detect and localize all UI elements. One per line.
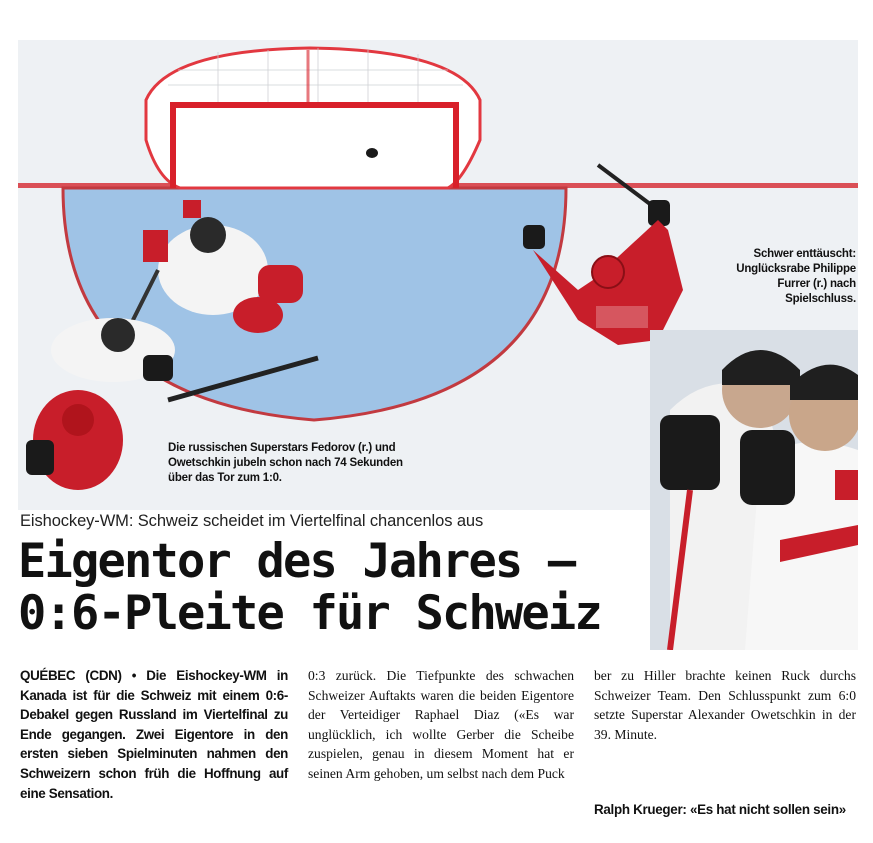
column-3-text: ber zu Hiller brachte keinen Ruck durchs Schweizer Team. Den Schlusspunkt zum 6:0 setzte Superstar Alexander Owetschkin in der 39. Minute. [594, 668, 856, 742]
photo-caption-left: Die russischen Superstars Fedorov (r.) und Owetschkin jubeln schon nach 74 Sekunden über das Tor zum 1:0. [168, 442, 403, 484]
column-1-text: Die Eishockey-WM in Kanada ist für die Schweiz mit einem 0:6-Debakel gegen Russland im Viertelfinal zu Ende gegangen. Zwei Eigentore in den ersten sieben Spielminuten nahmen den Schweizern schon früh die Hoffnung auf eine Sensation. [20, 668, 288, 801]
article-headline [18, 536, 658, 640]
dateline: QUÉBEC (CDN) • [20, 668, 137, 683]
article-column-2 [308, 666, 574, 784]
headline-line-1: Eigentor des Jahres – [18, 534, 575, 589]
photo-caption-right: Schwer enttäuscht: Unglücksrabe Philippe Furrer (r.) nach Spielschluss. [736, 248, 856, 305]
article-kicker: Eishockey-WM: Schweiz scheidet im Viertelfinal chancenlos aus [20, 512, 484, 530]
article-column-3 [594, 666, 856, 744]
swiss-players-scene [650, 330, 858, 650]
article-column-1 [20, 666, 288, 803]
headline-line-2: 0:6-Pleite für Schweiz [18, 586, 601, 641]
article-subhead: Ralph Krueger: «Es hat nicht sollen sein» [594, 802, 846, 817]
column-2-text: 0:3 zurück. Die Tiefpunkte des schwachen Schweizer Auftakts waren die beiden Eigentore der Verteidiger Raphael Diaz («Es war unglücklich, ich wollte Gerber die Scheibe zuspielen, genau in diesem Moment hat er seinen Arm gehoben, um selbst nach dem Puck [308, 668, 574, 781]
side-photo [650, 330, 858, 650]
